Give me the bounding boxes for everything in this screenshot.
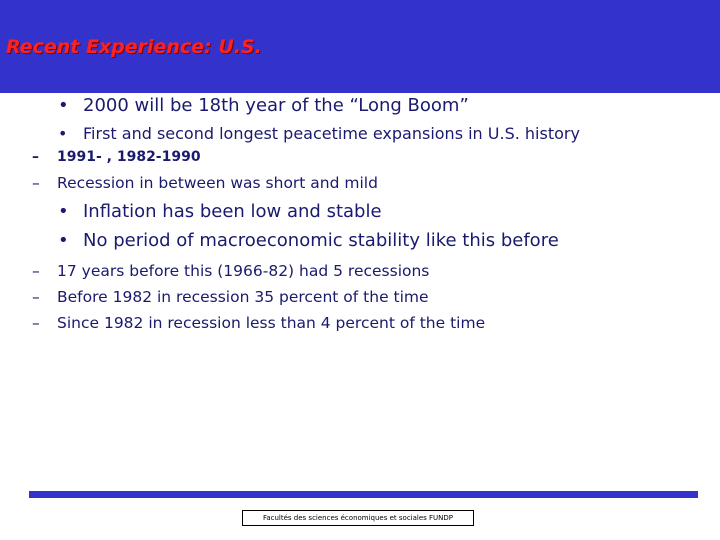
bullet-text: 2000 will be 18th year of the “Long Boom” [83, 95, 469, 116]
dash-marker: – [32, 149, 39, 165]
bullet-item [58, 226, 708, 255]
dash-marker: – [32, 314, 40, 332]
sub-bullet-text: Since 1982 in recession less than 4 percent of the time [57, 314, 486, 332]
sub-bullet-item [0, 310, 708, 336]
sub-bullet-item [0, 284, 708, 310]
bullet-marker: • [58, 95, 69, 116]
bullet-item [58, 197, 708, 226]
bullet-text: First and second longest peacetime expansions in U.S. history [83, 124, 580, 143]
dash-marker: – [32, 288, 40, 306]
bullet-marker: • [58, 230, 69, 251]
bullet-text: No period of macroeconomic stability like this before [83, 230, 559, 251]
sub-bullet-text: 1991- , 1982-1990 [57, 149, 201, 165]
footer-divider [29, 491, 698, 498]
dash-marker: – [32, 174, 40, 192]
slide-title: Recent Experience: U.S. [6, 36, 262, 58]
dash-marker: – [32, 262, 40, 280]
slide-content [32, 94, 708, 336]
footer-caption: Facultés des sciences économiques et sociales FUNDP [242, 510, 474, 526]
bullet-marker: • [58, 124, 68, 143]
sub-bullet-item [0, 171, 708, 195]
sub-bullet-item [0, 258, 708, 284]
bullet-text: Inflation has been low and stable [83, 201, 382, 222]
bullet-item [58, 94, 708, 118]
bullet-item [58, 122, 708, 146]
bullet-marker: • [58, 201, 69, 222]
title-bar [0, 0, 720, 93]
sub-bullet-text: Recession in between was short and mild [57, 174, 378, 192]
sub-bullet-item [0, 145, 708, 169]
sub-bullet-text: 17 years before this (1966-82) had 5 recessions [57, 262, 430, 280]
sub-bullet-text: Before 1982 in recession 35 percent of the time [57, 288, 429, 306]
